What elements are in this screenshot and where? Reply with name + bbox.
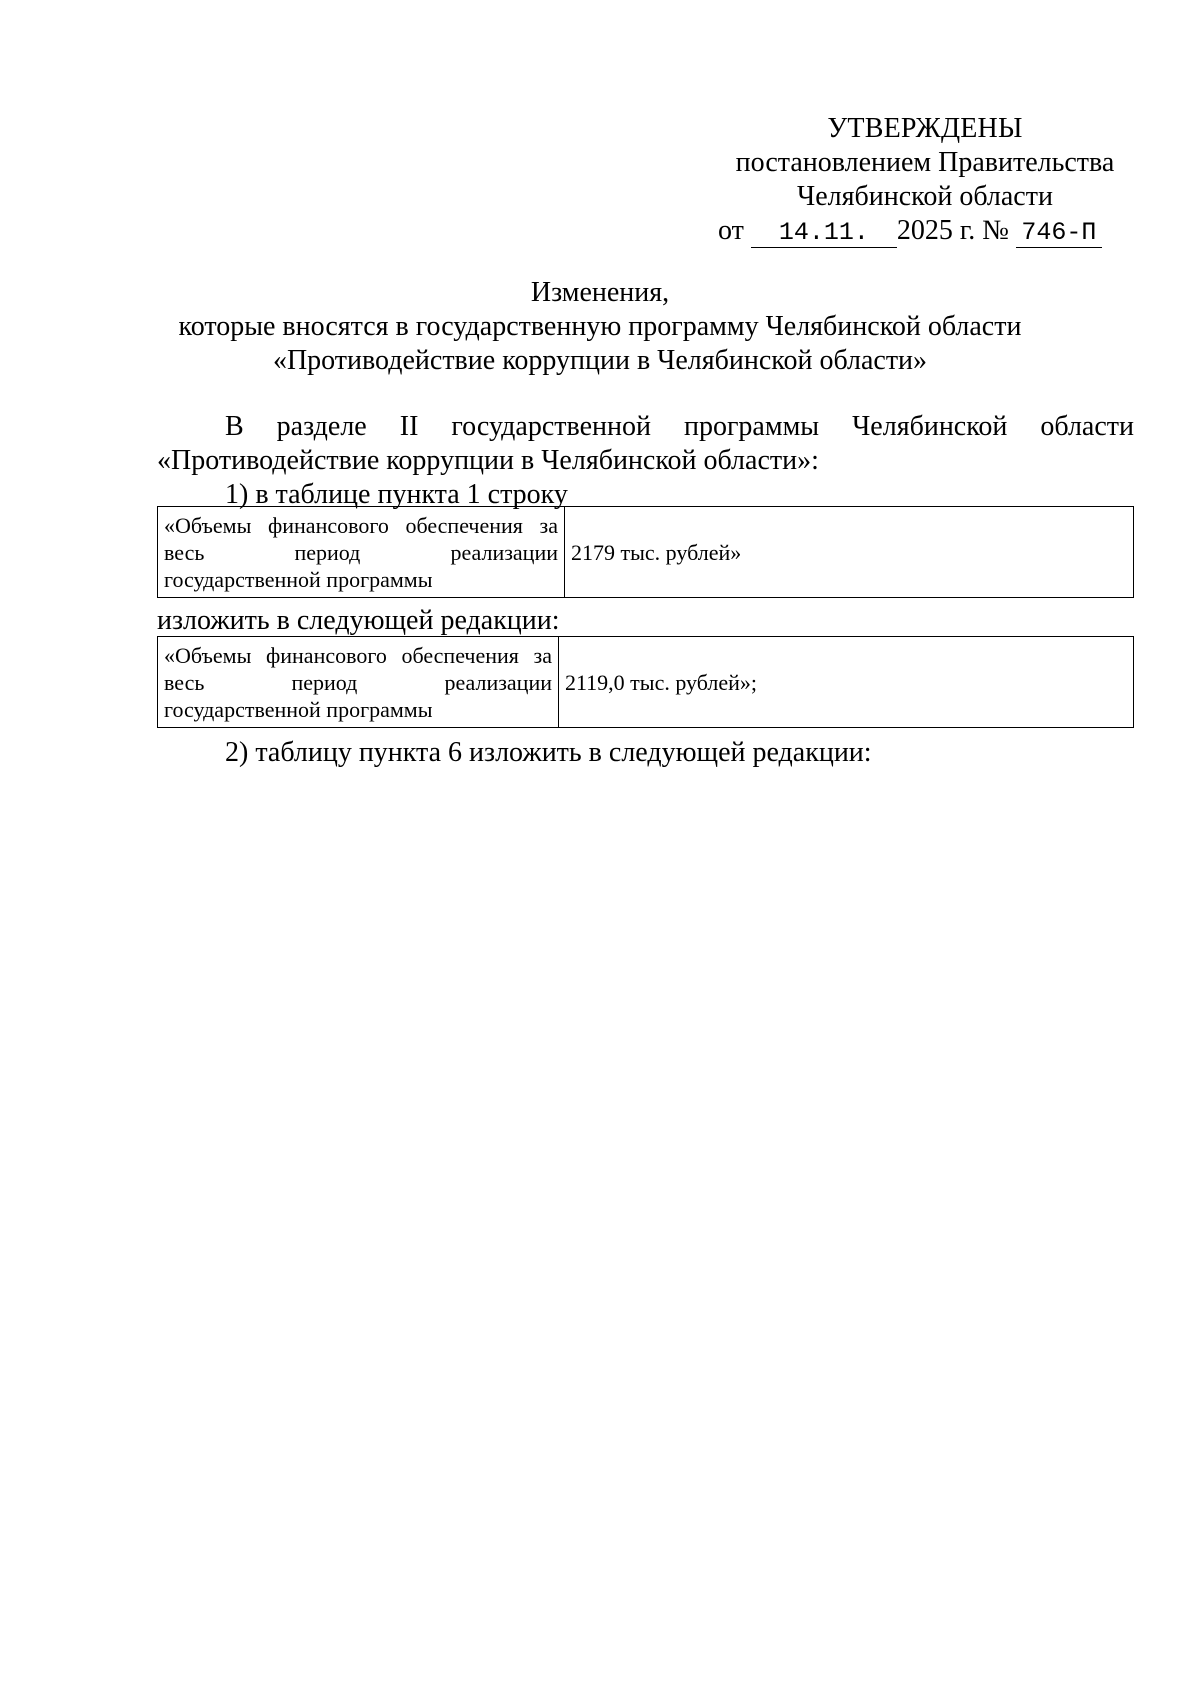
document-number: 746-П <box>1016 219 1102 248</box>
heading-line-1: Изменения, <box>530 277 670 308</box>
approval-block <box>720 112 1130 248</box>
table-new-label-line-1: «Объемы финансового обеспечения за <box>164 642 552 668</box>
table-old-label-cell <box>158 507 565 598</box>
year-text: 2025 г. № <box>896 215 1009 246</box>
table-new-row <box>157 636 1134 728</box>
table-row <box>158 637 1134 728</box>
intro-line-1: В разделе II государственной программы Челябинской области <box>225 411 1134 442</box>
after-old-table-line: изложить в следующей редакции: <box>157 605 560 636</box>
table-old-label-line-1: «Объемы финансового обеспечения за <box>164 512 558 538</box>
table-old-row <box>157 506 1134 598</box>
approval-date-line <box>718 214 1130 248</box>
item-1-line: 1) в таблице пункта 1 строку <box>225 479 568 510</box>
intro-line-2: «Противодействие коррупции в Челябинской области»: <box>157 445 819 476</box>
approval-title: УТВЕРЖДЕНЫ <box>827 113 1023 144</box>
table-new-label-line-2: весь период реализации <box>164 669 552 695</box>
document-heading <box>150 276 1050 378</box>
table-new-value-cell: 2119,0 тыс. рублей»; <box>559 637 1134 728</box>
table-new-label-cell <box>158 637 559 728</box>
date-prefix: от <box>718 215 744 246</box>
heading-line-2: которые вносятся в государственную программу Челябинской области <box>178 311 1022 342</box>
date-value: 14.11. <box>751 219 897 248</box>
table-row <box>158 507 1134 598</box>
table-new-label-line-3: государственной программы <box>164 696 433 722</box>
table-old-label-line-3: государственной программы <box>164 566 433 592</box>
heading-line-3: «Противодействие коррупции в Челябинской области» <box>272 345 928 376</box>
approval-line-2: Челябинской области <box>797 181 1053 212</box>
intro-paragraph <box>157 410 1134 478</box>
item-2-text: 2) таблицу пункта 6 изложить в следующей редакции: <box>225 737 872 768</box>
after-old-table-text <box>157 604 560 638</box>
table-old-label-line-2: весь период реализации <box>164 539 558 565</box>
table-old-value-cell: 2179 тыс. рублей» <box>565 507 1134 598</box>
approval-line-1: постановлением Правительства <box>735 147 1115 178</box>
